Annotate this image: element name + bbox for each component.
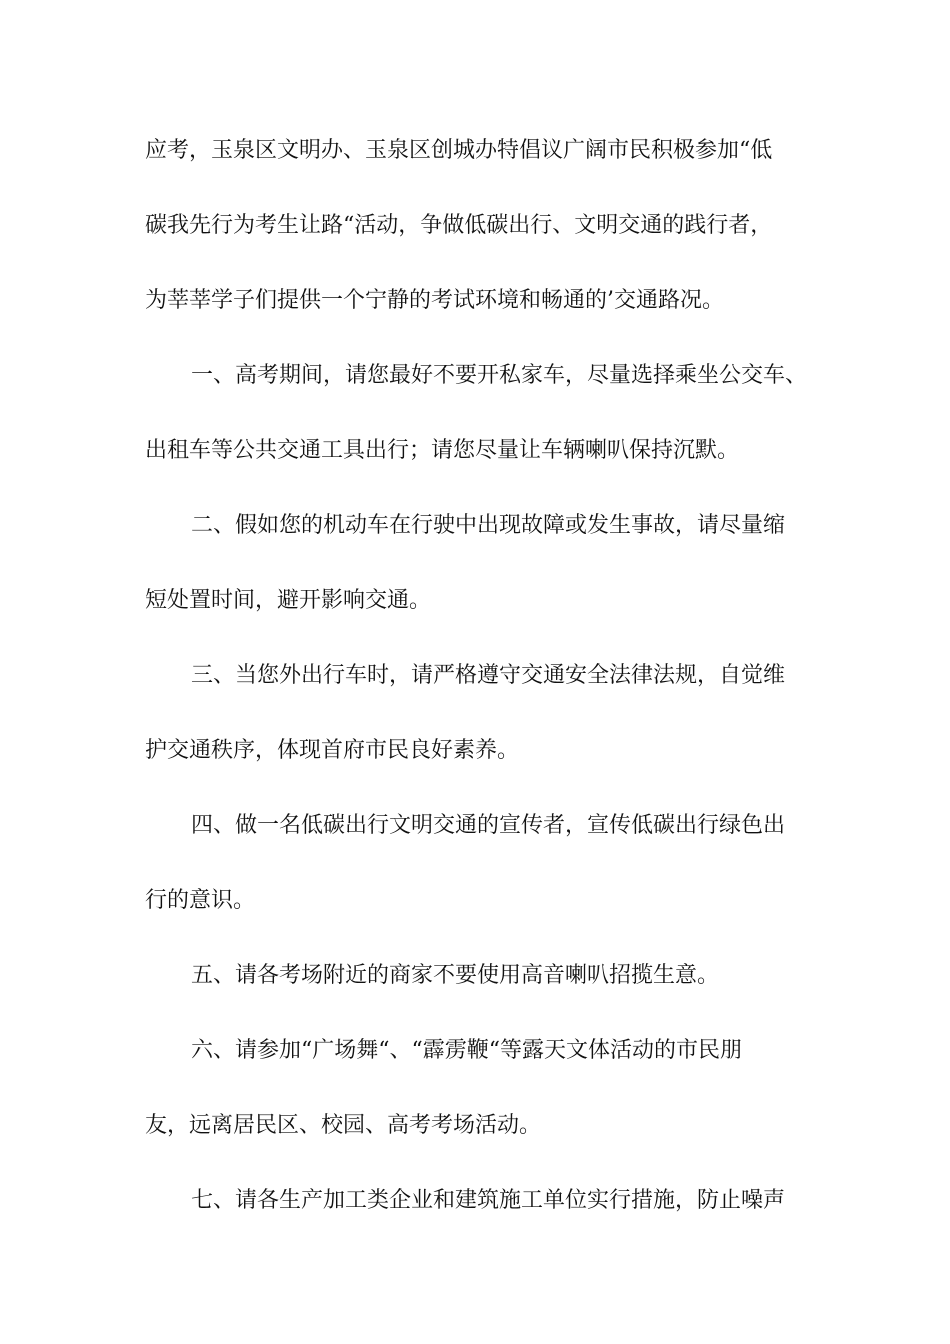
text-line: 为莘莘学子们提供一个宁静的考试环境和畅通的’交通路况。 xyxy=(145,288,724,313)
text-line: 四、做一名低碳出行文明交通的宣传者，宣传低碳出行绿色出 xyxy=(191,813,786,838)
text-line: 护交通秩序，体现首府市民良好素养。 xyxy=(145,738,520,763)
text-line: 行的意识。 xyxy=(145,888,256,913)
text-line: 短处置时间，避开影响交通。 xyxy=(145,588,432,613)
text-line: 二、假如您的机动车在行驶中出现故障或发生事故，请尽量缩 xyxy=(191,513,786,538)
text-line: 应考，玉泉区文明办、玉泉区创城办特倡议广阔市民积极参加“低 xyxy=(145,138,773,163)
text-line: 五、请各考场附近的商家不要使用高音喇叭招揽生意。 xyxy=(191,963,720,988)
text-line: 一、高考期间，请您最好不要开私家车，尽量选择乘坐公交车、 xyxy=(191,363,808,388)
text-line: 六、请参加“广场舞“、“霹雳鞭“等露天文体活动的市民朋 xyxy=(191,1038,742,1063)
text-line: 碳我先行为考生让路“活动，争做低碳出行、文明交通的践行者， xyxy=(145,213,773,238)
document-body xyxy=(145,131,815,1256)
text-line: 出租车等公共交通工具出行；请您尽量让车辆喇叭保持沉默。 xyxy=(145,438,740,463)
text-line: 三、当您外出行车时，请严格遵守交通安全法律法规，自觉维 xyxy=(191,663,786,688)
text-line: 七、请各生产加工类企业和建筑施工单位实行措施，防止噪声 xyxy=(191,1188,786,1213)
text-line: 友，远离居民区、校园、高考考场活动。 xyxy=(145,1113,542,1138)
